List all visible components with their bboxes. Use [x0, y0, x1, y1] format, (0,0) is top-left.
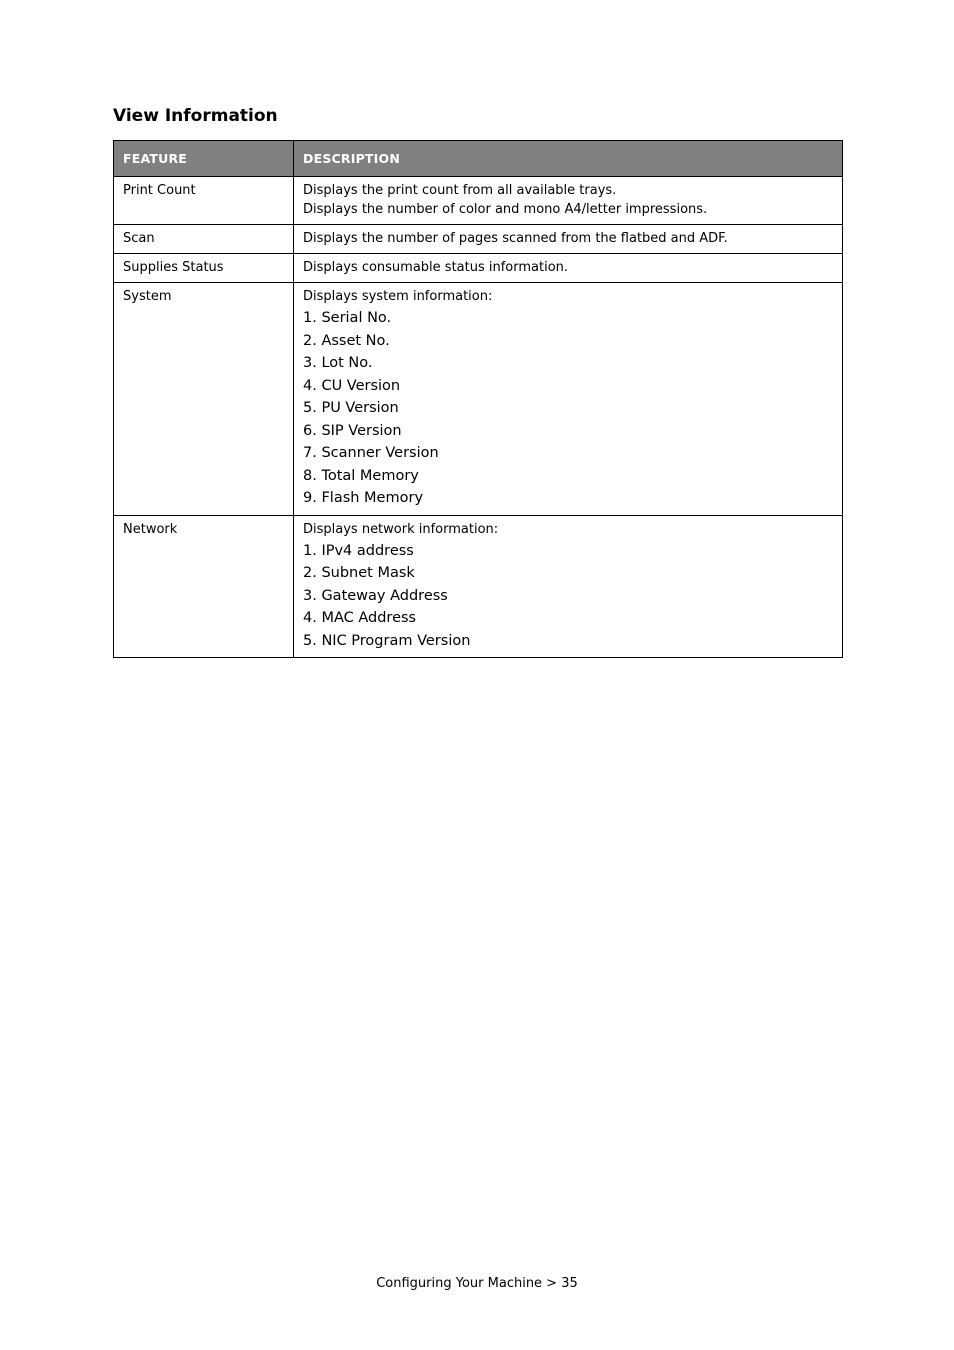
feature-cell: Network: [114, 515, 294, 658]
list-item: 4. CU Version: [303, 377, 401, 394]
list-item: 3. Gateway Address: [303, 587, 448, 604]
description-cell: [294, 225, 843, 254]
header-feature: FEATURE: [114, 141, 294, 177]
list-item: 5. PU Version: [303, 400, 399, 416]
header-description: DESCRIPTION: [294, 141, 843, 177]
table-row: [114, 177, 843, 225]
info-item-list: [303, 540, 833, 653]
description-line: Displays the print count from all available trays.: [303, 183, 617, 198]
list-item: 1. IPv4 address: [303, 542, 414, 559]
list-item: 7. Scanner Version: [303, 445, 439, 461]
feature-cell: Print Count: [114, 177, 294, 225]
feature-cell: Supplies Status: [114, 254, 294, 283]
list-item: 4. MAC Address: [303, 610, 417, 626]
table-row: [114, 254, 843, 283]
description-line: Displays the number of color and mono A4/letter impressions.: [303, 202, 708, 217]
table-row: [114, 283, 843, 516]
feature-cell: System: [114, 283, 294, 516]
list-item: 1. Serial No.: [303, 310, 392, 326]
description-cell: [294, 254, 843, 283]
section-title: View Information: [113, 106, 278, 126]
description-line: Displays network information:: [303, 521, 499, 537]
feature-cell: Scan: [114, 225, 294, 254]
view-information-table: [113, 140, 843, 658]
table-header-row: [114, 141, 843, 177]
description-line: Displays consumable status information.: [303, 260, 569, 275]
page-footer: Configuring Your Machine > 35: [376, 1276, 578, 1291]
info-item-list: [303, 307, 833, 510]
list-item: 2. Subnet Mask: [303, 565, 415, 581]
table-body: [114, 177, 843, 658]
list-item: 5. NIC Program Version: [303, 632, 471, 649]
description-cell: [294, 177, 843, 225]
description-cell: [294, 283, 843, 516]
list-item: 6. SIP Version: [303, 422, 402, 439]
table-row: [114, 515, 843, 658]
list-item: 8. Total Memory: [303, 467, 419, 484]
list-item: 2. Asset No.: [303, 332, 390, 349]
list-item: 3. Lot No.: [303, 355, 373, 371]
description-line: Displays system information:: [303, 289, 493, 304]
list-item: 9. Flash Memory: [303, 490, 424, 506]
description-cell: [294, 515, 843, 658]
table-row: [114, 225, 843, 254]
description-line: Displays the number of pages scanned from the flatbed and ADF.: [303, 231, 728, 246]
